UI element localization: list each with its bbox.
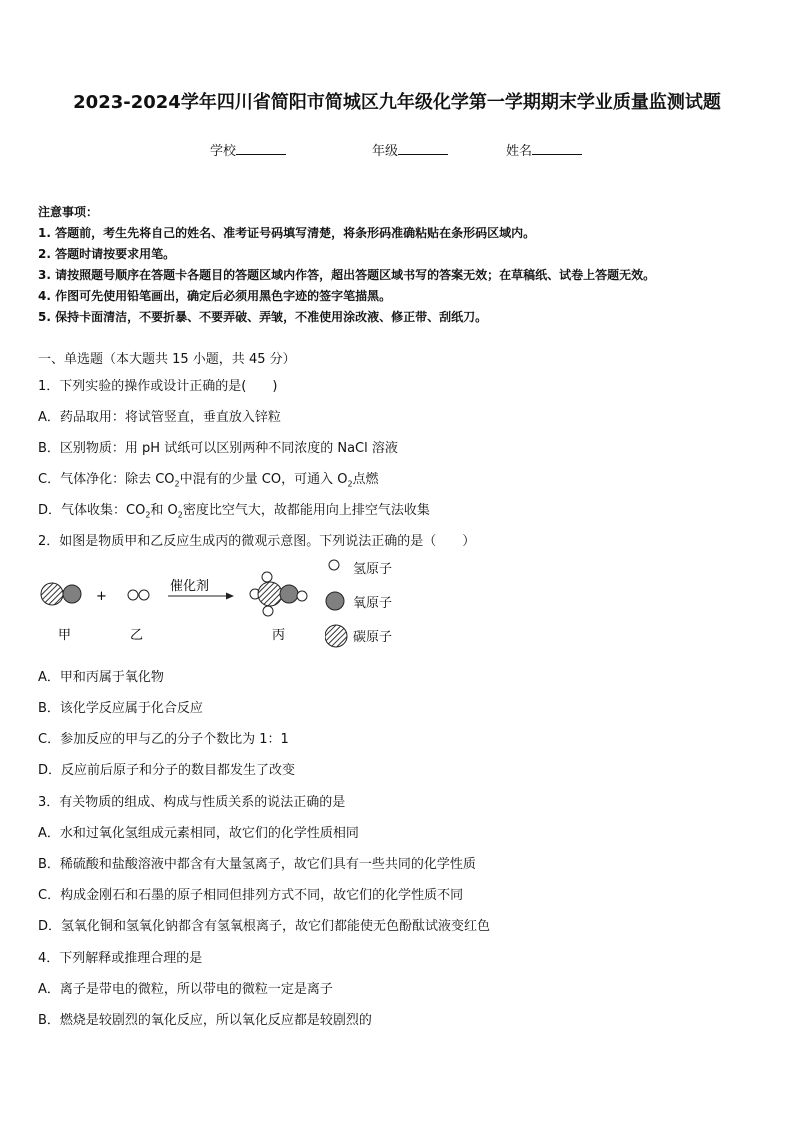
option-text: 密度比空气大，故都能用向上排空气法收集: [182, 503, 430, 518]
label-jia: 甲: [58, 628, 72, 643]
school-blank[interactable]: [236, 142, 286, 155]
carbon-atom: [258, 582, 282, 606]
notice-item: 5. 保持卡面清洁，不要折暴、不要弄破、弄皱，不准使用涂改液、修正带、刮纸刀。: [38, 310, 488, 324]
notice-item: 3. 请按照题号顺序在答题卡各题目的答题区域内作答，超出答题区域书写的答案无效；在草稿纸、试卷上答题无效。: [38, 268, 656, 282]
option-text: C．气体净化：除去 CO: [38, 472, 175, 487]
carbon-atom-icon: [325, 624, 351, 650]
question-1-stem: 1．下列实验的操作或设计正确的是( ): [38, 379, 278, 394]
label-bing: 丙: [272, 628, 286, 643]
subscript: 2: [174, 479, 180, 489]
hydrogen-atom-icon: [325, 556, 345, 576]
notice-heading: 注意事项：: [38, 205, 99, 219]
arrow-head-icon: [226, 593, 234, 600]
legend-label: 氢原子: [353, 562, 393, 577]
oxygen-atom: [63, 585, 81, 603]
atom-legend: [325, 556, 445, 656]
question-1-option-c[interactable]: [38, 468, 379, 489]
label-yi: 乙: [130, 628, 144, 643]
molecule-bing: [250, 572, 307, 616]
question-2-option-d[interactable]: D．反应前后原子和分子的数目都发生了改变: [38, 763, 296, 778]
hydrogen-atom: [139, 590, 149, 600]
plus-sign: +: [96, 589, 107, 604]
option-text: 点燃: [352, 472, 379, 487]
molecule-yi: [128, 590, 149, 600]
notice-item: 4. 作图可先使用铅笔画出，确定后必须用黑色字迹的签字笔描黑。: [38, 289, 392, 303]
question-4-option-a[interactable]: A．离子是带电的微粒，所以带电的微粒一定是离子: [38, 982, 333, 997]
hydrogen-atom: [297, 591, 307, 601]
question-3-option-d[interactable]: D．氢氧化铜和氢氧化钠都含有氢氧根离子，故它们都能使无色酚酞试液变红色: [38, 919, 491, 934]
molecule-jia: [41, 583, 81, 605]
subscript: 2: [347, 479, 353, 489]
notice-item: 1. 答题前，考生先将自己的姓名、准考证号码填写清楚，将条形码准确粘贴在条形码区域内。: [38, 226, 536, 240]
question-2-option-b[interactable]: B．该化学反应属于化合反应: [38, 701, 203, 716]
option-text: D．气体收集：CO: [38, 503, 146, 518]
question-2-stem: 2．如图是物质甲和乙反应生成丙的微观示意图。下列说法正确的是（ ）: [38, 534, 476, 549]
school-field[interactable]: [210, 140, 286, 159]
school-label: 学校: [210, 144, 237, 159]
question-3-option-a[interactable]: A．水和过氧化氢组成元素相同，故它们的化学性质相同: [38, 826, 359, 841]
carbon-atom: [41, 583, 63, 605]
question-2-option-a[interactable]: A．甲和丙属于氧化物: [38, 670, 164, 685]
oxygen-atom: [280, 585, 298, 603]
question-1-option-b[interactable]: B．区别物质：用 pH 试纸可以区别两种不同浓度的 NaCl 溶液: [38, 441, 398, 456]
subscript: 2: [177, 510, 183, 520]
hydrogen-atom: [128, 590, 138, 600]
page-title: 2023-2024学年四川省简阳市简城区九年级化学第一学期期末学业质量监测试题: [73, 92, 721, 113]
name-field[interactable]: [506, 140, 582, 159]
legend-label: 碳原子: [353, 630, 393, 645]
question-2-option-c[interactable]: C．参加反应的甲与乙的分子个数比为 1：1: [38, 732, 289, 747]
oxygen-atom-icon: [325, 590, 347, 612]
subscript: 2: [145, 510, 151, 520]
question-1-option-d[interactable]: [38, 499, 430, 520]
catalyst-label: 催化剂: [170, 579, 210, 594]
question-1-option-a[interactable]: A．药品取用：将试管竖直，垂直放入锌粒: [38, 410, 281, 425]
option-text: 和 O: [150, 503, 178, 518]
question-3-option-b[interactable]: B．稀硫酸和盐酸溶液中都含有大量氢离子，故它们具有一些共同的化学性质: [38, 857, 476, 872]
question-4-stem: 4．下列解释或推理合理的是: [38, 951, 203, 966]
option-text: 中混有的少量 CO，可通入 O: [179, 472, 348, 487]
hydrogen-atom: [262, 572, 272, 582]
hydrogen-atom: [263, 606, 273, 616]
name-blank[interactable]: [532, 142, 582, 155]
notice-item: 2. 答题时请按要求用笔。: [38, 247, 176, 261]
section-heading: 一、单选题（本大题共 15 小题，共 45 分）: [38, 352, 296, 367]
name-label: 姓名: [506, 144, 533, 159]
question-3-stem: 3．有关物质的组成、构成与性质关系的说法正确的是: [38, 795, 346, 810]
legend-label: 氧原子: [353, 596, 393, 611]
grade-field[interactable]: [372, 140, 448, 159]
question-3-option-c[interactable]: C．构成金刚石和石墨的原子相同但排列方式不同，故它们的化学性质不同: [38, 888, 464, 903]
grade-blank[interactable]: [398, 142, 448, 155]
grade-label: 年级: [372, 144, 399, 159]
question-4-option-b[interactable]: B．燃烧是较剧烈的氧化反应，所以氧化反应都是较剧烈的: [38, 1013, 372, 1028]
